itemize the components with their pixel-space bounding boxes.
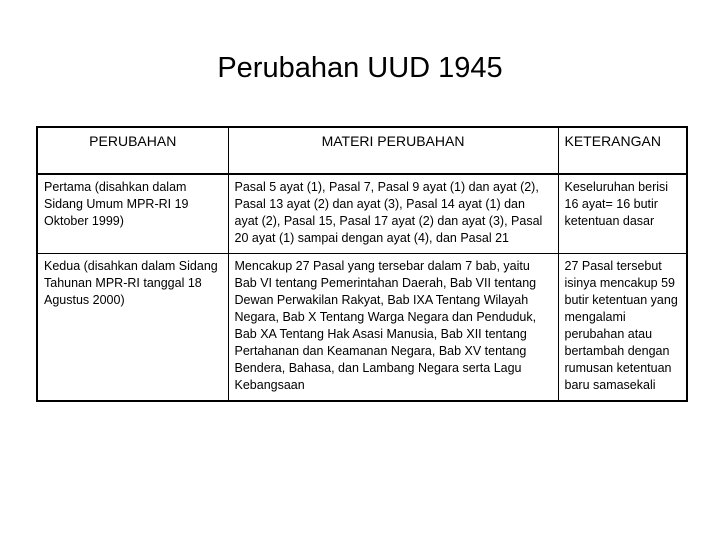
table-header-row xyxy=(37,127,687,174)
cell-keterangan: 27 Pasal tersebut isinya mencakup 59 butir ketentuan yang mengalami perubahan atau bertambah dengan rumusan ketentuan baru samasekali xyxy=(558,254,687,402)
page-title: Perubahan UUD 1945 xyxy=(217,52,503,84)
cell-perubahan: Pertama (disahkan dalam Sidang Umum MPR-RI 19 Oktober 1999) xyxy=(37,174,228,254)
table-row xyxy=(37,254,687,402)
cell-materi: Mencakup 27 Pasal yang tersebar dalam 7 bab, yaitu Bab VI tentang Pemerintahan Daerah, Bab VII tentang Dewan Perwakilan Rakyat, Bab IXA Tentang Wilayah Negara, Bab X Tentang Warga Negara dan Penduduk, Bab XA Tentang Hak Asasi Manusia, Bab XII tentang Pertahanan dan Keamanan Negara, Bab XV tentang Bendera, Bahasa, dan Lambang Negara serta Lagu Kebangsaan xyxy=(228,254,558,402)
header-perubahan: PERUBAHAN xyxy=(37,127,228,174)
cell-keterangan: Keseluruhan berisi 16 ayat= 16 butir ketentuan dasar xyxy=(558,174,687,254)
header-keterangan: KETERANGAN xyxy=(558,127,687,174)
cell-perubahan: Kedua (disahkan dalam Sidang Tahunan MPR-RI tanggal 18 Agustus 2000) xyxy=(37,254,228,402)
table-row xyxy=(37,174,687,254)
cell-materi: Pasal 5 ayat (1), Pasal 7, Pasal 9 ayat (1) dan ayat (2), Pasal 13 ayat (2) dan ayat (3), Pasal 14 ayat (1) dan ayat (2), Pasal 15, Pasal 17 ayat (2) dan ayat (3), Pasal 20 ayat (1) sampai dengan ayat (4), dan Pasal 21 xyxy=(228,174,558,254)
amendment-table xyxy=(36,126,688,402)
amendment-table-container xyxy=(36,126,688,402)
header-materi-perubahan: MATERI PERUBAHAN xyxy=(228,127,558,174)
